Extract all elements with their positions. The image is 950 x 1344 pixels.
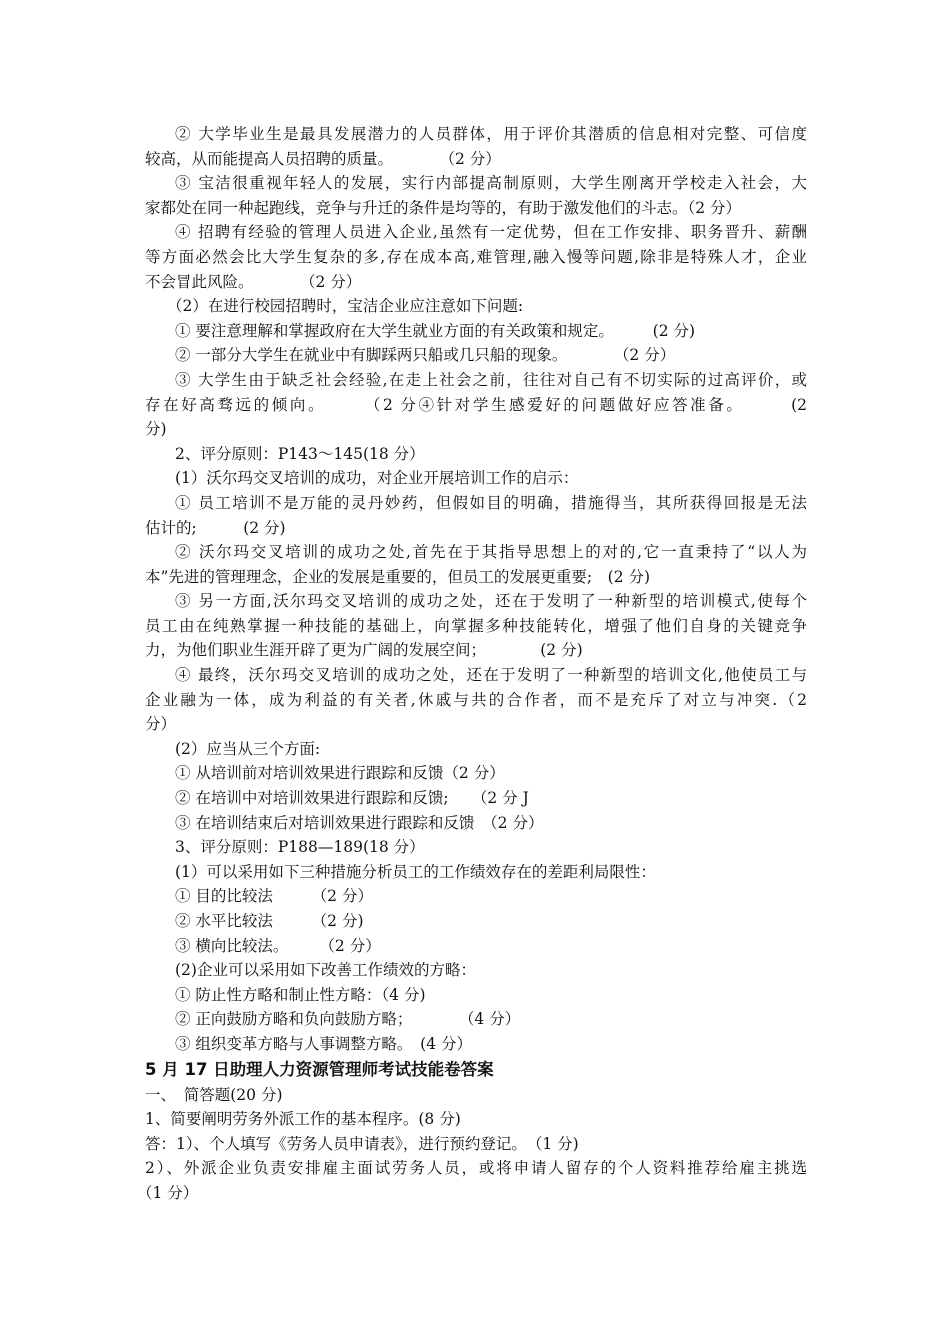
text-line: 不会冒此风险。 （2 分） — [145, 272, 362, 291]
text-line: ③ 组织变革方略与人事调整方略。 (4 分） — [175, 1034, 473, 1053]
text-line: 存在好高骛远的倾向。 （2 分④针对学生感爱好的问题做好应答准备。 (2 — [145, 395, 807, 414]
text-line: ③ 大学生由于缺乏社会经验,在走上社会之前，往往对自己有不切实际的过高评价，或 — [175, 370, 807, 389]
text-line: ② 水平比较法 （2 分) — [175, 912, 364, 930]
text-line: （2）在进行校园招聘时，宝洁企业应注意如下问题: — [167, 297, 524, 316]
text-line: 1、简要阐明劳务外派工作的基本程序。(8 分) — [145, 1110, 461, 1129]
document-body — [137, 122, 807, 1206]
text-line: 员工由在纯熟掌握一种技能的基础上，向掌握多种技能转化，增强了他们自身的关键竞争 — [145, 616, 807, 635]
text-line: ③ 在培训结束后对培训效果进行跟踪和反馈 （2 分） — [175, 813, 544, 832]
text-line: 3、评分原则：P188—189(18 分） — [175, 838, 425, 857]
text-line: 一、 简答题(20 分) — [145, 1085, 283, 1104]
text-line: 较高，从而能提高人员招聘的质量。 （2 分） — [145, 149, 501, 168]
text-line: ① 要注意理解和掌握政府在大学生就业方面的有关政策和规定。 (2 分) — [175, 321, 696, 340]
text-line: 企业融为一体，成为利益的有关者,休戚与共的合作者，而不是充斥了对立与冲突.（2 — [145, 690, 807, 709]
text-line: ① 员工培训不是万能的灵丹妙药，但假如目的明确，措施得当，其所获得回报是无法 — [175, 493, 807, 512]
text-line: 2）、外派企业负责安排雇主面试劳务人员，或将申请人留存的个人资料推荐给雇主挑选 — [145, 1159, 807, 1178]
text-line: ① 防止性方略和制止性方略：（4 分) — [175, 985, 426, 1004]
text-line: ③ 宝洁很重视年轻人的发展，实行内部提高制原则，大学生刚离开学校走入社会，大 — [175, 174, 807, 193]
text-line: 分) — [145, 420, 167, 439]
text-line: ④ 最终，沃尔玛交叉培训的成功之处，还在于发明了一种新型的培训文化,他使员工与 — [175, 666, 807, 685]
text-line: ④ 招聘有经验的管理人员进入企业,虽然有一定优势，但在工作安排、职务晋升、薪酬 — [175, 223, 807, 242]
text-line: ③ 横向比较法。 （2 分） — [175, 936, 381, 955]
text-line: 答：1）、个人填写《劳务人员申请表》，进行预约登记。 （1 分) — [145, 1134, 579, 1153]
text-line: ② 一部分大学生在就业中有脚踩两只船或几只船的现象。 （2 分） — [175, 346, 676, 365]
section-heading: 5 月 17 日助理人力资源管理师考试技能卷答案 — [145, 1059, 494, 1079]
text-line: ② 大学毕业生是最具发展潜力的人员群体，用于评价其潜质的信息相对完整、可信度 — [175, 125, 807, 143]
text-line: (1）沃尔玛交叉培训的成功，对企业开展培训工作的启示： — [175, 469, 579, 488]
text-line: (2）应当从三个方面: — [175, 739, 321, 758]
text-line: 等方面必然会比大学生复杂的多,存在成本高,难管理,融入慢等问题,除非是特殊人才，企业 — [145, 247, 807, 266]
text-line: ② 正向鼓励方略和负向鼓励方略； （4 分） — [175, 1010, 521, 1029]
text-line: ① 从培训前对培训效果进行跟踪和反馈（2 分） — [175, 764, 505, 783]
text-line: （1 分） — [137, 1183, 199, 1202]
text-line: 家都处在同一种起跑线，竞争与升迁的条件是均等的，有助于激发他们的斗志。（2 分） — [145, 198, 742, 217]
text-line: ② 沃尔玛交叉培训的成功之处,首先在于其指导思想上的对的,它一直秉持了“以人为 — [175, 543, 807, 562]
text-line: 本”先进的管理理念，企业的发展是重要的，但员工的发展更重要; (2 分) — [145, 567, 651, 586]
text-line: ② 在培训中对培训效果进行跟踪和反馈; （2 分 J — [175, 789, 529, 808]
text-line: 力，为他们职业生涯开辟了更为广阔的发展空间； (2 分) — [145, 641, 583, 660]
text-line: 估计的; (2 分) — [145, 518, 286, 537]
text-line: (1）可以采用如下三种措施分析员工的工作绩效存在的差距利局限性： — [175, 862, 656, 881]
text-line: ① 目的比较法 （2 分） — [175, 887, 373, 906]
text-line: 分） — [145, 715, 177, 734]
text-line: (2)企业可以采用如下改善工作绩效的方略： — [175, 961, 476, 980]
text-line: ③ 另一方面,沃尔玛交叉培训的成功之处，还在于发明了一种新型的培训模式,使每个 — [175, 592, 807, 611]
text-line: 2、评分原则：P143～145(18 分） — [175, 444, 425, 463]
